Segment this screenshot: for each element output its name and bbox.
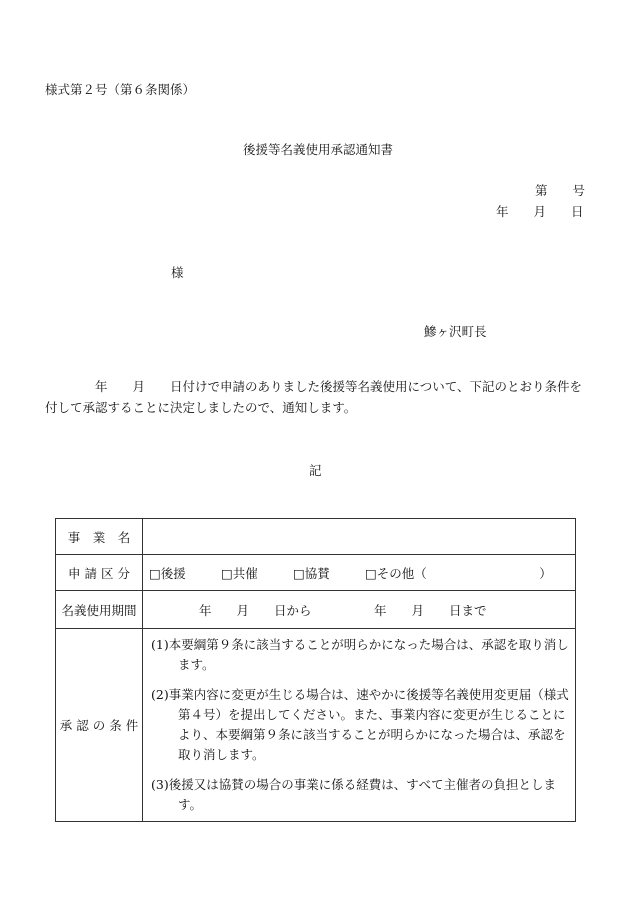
- conditions-list: [143, 629, 576, 822]
- option-kyousai: □共催: [221, 565, 258, 581]
- category-options: [143, 555, 576, 591]
- option-sonota: □その他（ ）: [365, 565, 552, 581]
- document-date-line: 年 月 日: [496, 204, 584, 219]
- condition-item-3: (3)後援又は協賛の場合の事業に係る経費は、すべて主催者の負担とします。: [151, 777, 556, 812]
- document-title: 後援等名義使用承認通知書: [243, 142, 394, 157]
- period-row: [56, 591, 576, 629]
- option-kouen: □後援: [149, 565, 186, 581]
- period-label: 名義使用期間: [56, 591, 143, 629]
- form-number: 様式第２号（第６条関係）: [45, 82, 196, 97]
- event-name-row: [56, 519, 576, 555]
- option-kyousan: □協賛: [293, 565, 330, 581]
- issuer-name: 鰺ヶ沢町長: [424, 324, 487, 339]
- ki-heading: 記: [309, 463, 322, 478]
- body-text: 年 月 日付けで申請のありました後援等名義使用について、下記のとおり条件を付して承認することに決定しましたので、通知します。: [45, 379, 583, 415]
- period-value: 年 月 日から 年 月 日まで: [143, 591, 576, 629]
- approval-table: [55, 518, 576, 822]
- event-name-label: 事 業 名: [56, 519, 143, 555]
- condition-item-1: (1)本要綱第９条に該当することが明らかになった場合は、承認を取り消します。: [151, 637, 569, 672]
- addressee-honorific: 様: [171, 265, 184, 280]
- conditions-label: 承 認 の 条 件: [56, 629, 143, 822]
- category-label: 申 請 区 分: [56, 555, 143, 591]
- document-number-line: 第 号: [535, 183, 586, 198]
- condition-item-2: (2)事業内容に変更が生じる場合は、速やかに後援等名義使用変更届（様式第４号）を提出してください。また、事業内容に変更が生じることにより、本要綱第９条に該当することが明らかになった場合は、承認を取り消します。: [151, 687, 569, 762]
- conditions-row: [56, 629, 576, 822]
- category-row: [56, 555, 576, 591]
- event-name-value: [143, 519, 576, 555]
